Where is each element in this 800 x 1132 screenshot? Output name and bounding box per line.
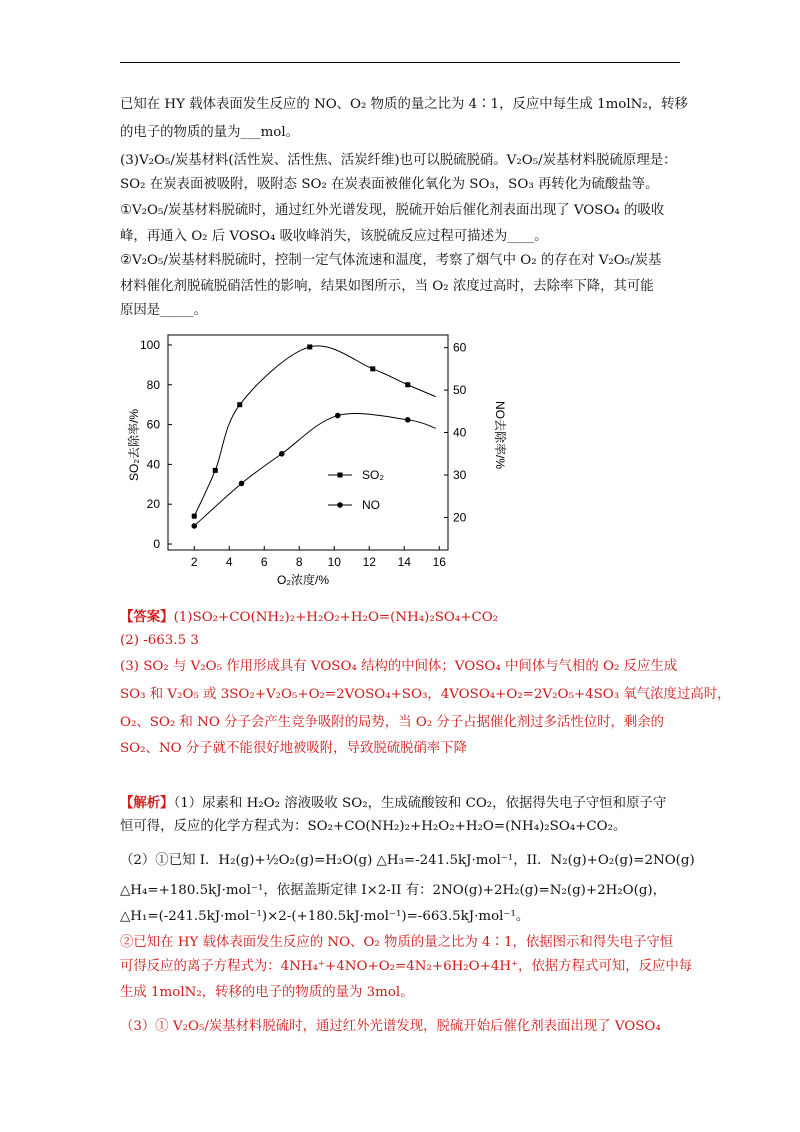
y-left-tick-label: 0 bbox=[153, 537, 160, 552]
y-left-tick-label: 80 bbox=[146, 377, 160, 392]
analysis-line: △H₁=(-241.5kJ·mol⁻¹)×2-(+180.5kJ·mol⁻¹)=-663.5kJ·mol⁻¹。 bbox=[120, 909, 530, 924]
question-line: 已知在 HY 载体表面发生反应的 NO、O₂ 物质的量之比为 4∶1，反应中每生成 1molN₂，转移 bbox=[120, 97, 688, 112]
answer-line: (2) -663.5 3 bbox=[120, 633, 199, 648]
y-left-tick-label: 100 bbox=[139, 337, 160, 352]
y-right-tick-label: 50 bbox=[453, 383, 467, 398]
analysis-line: ②已知在 HY 载体表面发生反应的 NO、O₂ 物质的量之比为 4∶1，依据图示和得失电子守恒 bbox=[120, 935, 674, 950]
legend-marker-square bbox=[338, 473, 343, 478]
legend-label: SO₂ bbox=[362, 468, 384, 482]
question-line: 峰，再通入 O₂ 后 VOSO₄ 吸收峰消失，该脱硫反应过程可描述为____。 bbox=[120, 229, 548, 244]
y-right-tick-label: 20 bbox=[453, 510, 467, 525]
answer-text: (1)SO₂+CO(NH₂)₂+H₂O₂+H₂O=(NH₄)₂SO₄+CO₂ bbox=[173, 610, 499, 625]
y-left-tick-label: 40 bbox=[146, 457, 160, 472]
so2-data-point bbox=[370, 366, 375, 371]
answer-line: SO₂、NO 分子就不能很好地被吸附，导致脱硫脱硝率下降 bbox=[120, 741, 468, 756]
removal-rate-chart bbox=[120, 330, 507, 595]
so2-data-point bbox=[237, 402, 242, 407]
analysis-text: （1）尿素和 H₂O₂ 溶液吸收 SO₂，生成硫酸铵和 CO₂，依据得失电子守恒和原子守 bbox=[173, 796, 667, 811]
y-axis-label-left: SO₂去除率/% bbox=[127, 408, 141, 482]
so2-data-point bbox=[213, 468, 218, 473]
no-data-point bbox=[335, 413, 341, 419]
no-data-point bbox=[239, 481, 245, 487]
y-left-tick-label: 60 bbox=[146, 417, 160, 432]
y-axis-label-right: NO去除率/% bbox=[493, 400, 507, 470]
x-tick-label: 2 bbox=[190, 555, 198, 569]
chart-legend bbox=[328, 468, 384, 512]
analysis-line: （2）①已知 I．H₂(g)+½O₂(g)=H₂O(g) △H₃=-241.5kJ·mol⁻¹，II．N₂(g)+O₂(g)=2NO(g) bbox=[120, 853, 695, 868]
question-line: 的电子的物质的量为___mol。 bbox=[120, 125, 300, 140]
no-data-point bbox=[405, 417, 411, 423]
question-line: ②V₂O₅/炭基材料脱硫时，控制一定气体流速和温度，考察了烟气中 O₂ 的存在对 V₂O₅/炭基 bbox=[120, 253, 662, 268]
series-line-right bbox=[194, 414, 436, 526]
x-tick-label: 16 bbox=[432, 555, 446, 569]
analysis-line: 恒可得，反应的化学方程式为：SO₂+CO(NH₂)₂+H₂O₂+H₂O=(NH₄)₂SO₄+CO₂。 bbox=[120, 819, 627, 834]
chart-series bbox=[191, 344, 435, 528]
x-axis-label: O₂浓度/% bbox=[277, 573, 329, 587]
no-data-point bbox=[191, 523, 197, 529]
analysis-line-1 bbox=[120, 794, 666, 813]
question-line: ①V₂O₅/炭基材料脱硫时，通过红外光谱发现，脱硫开始后催化剂表面出现了 VOSO₄ 的吸收 bbox=[120, 203, 665, 218]
x-tick-label: 14 bbox=[397, 555, 411, 569]
no-data-point bbox=[279, 451, 285, 457]
analysis-line: （3）① V₂O₅/炭基材料脱硫时，通过红外光谱发现，脱硫开始后催化剂表面出现了 VOSO₄ bbox=[120, 1019, 661, 1034]
y-left-tick-label: 20 bbox=[146, 497, 160, 512]
chart-ticks bbox=[140, 338, 467, 569]
x-tick-label: 6 bbox=[260, 555, 268, 569]
chart-axes bbox=[168, 335, 448, 550]
x-tick-label: 8 bbox=[295, 555, 303, 569]
y-right-tick-label: 40 bbox=[453, 425, 467, 440]
header-rule bbox=[120, 62, 680, 63]
analysis-label: 【解析】 bbox=[120, 795, 174, 811]
legend-label: NO bbox=[362, 498, 380, 512]
y-right-tick-label: 60 bbox=[453, 340, 467, 355]
question-line: SO₂ 在炭表面被吸附，吸附态 SO₂ 在炭表面被催化氧化为 SO₃，SO₃ 再转化为硫酸盐等。 bbox=[120, 177, 659, 192]
question-line: (3)V₂O₅/炭基材料(活性炭、活性焦、活炭纤维)也可以脱硫脱硝。V₂O₅/炭基材料脱硫原理是： bbox=[120, 153, 677, 168]
analysis-line: 生成 1molN₂，转移的电子的物质的量为 3mol。 bbox=[120, 985, 414, 1000]
analysis-line: 可得反应的离子方程式为：4NH₄⁺+4NO+O₂=4N₂+6H₂O+4H⁺，依据方程式可知，反应中每 bbox=[120, 959, 693, 974]
y-right-tick-label: 30 bbox=[453, 467, 467, 482]
answer-label: 【答案】 bbox=[120, 609, 174, 625]
so2-data-point bbox=[405, 382, 410, 387]
x-tick-label: 4 bbox=[225, 555, 233, 569]
series-line-left bbox=[194, 346, 436, 516]
so2-data-point bbox=[307, 344, 312, 349]
answer-line: (3) SO₂ 与 V₂O₅ 作用形成具有 VOSO₄ 结构的中间体；VOSO₄ 中间体与气相的 O₂ 反应生成 bbox=[120, 659, 678, 674]
analysis-line: △H₄=+180.5kJ·mol⁻¹，依据盖斯定律 I×2-II 有：2NO(g)+2H₂(g)=N₂(g)+2H₂O(g)， bbox=[120, 883, 667, 898]
answer-line-1 bbox=[120, 608, 498, 627]
plot-frame bbox=[168, 335, 448, 550]
question-line: 材料催化剂脱硫脱硝活性的影响，结果如图所示，当 O₂ 浓度过高时，去除率下降，其可能 bbox=[120, 279, 654, 294]
so2-data-point bbox=[192, 514, 197, 519]
x-tick-label: 10 bbox=[327, 555, 341, 569]
question-line: 原因是_____。 bbox=[120, 303, 208, 318]
answer-line: O₂、SO₂ 和 NO 分子会产生竞争吸附的局势，当 O₂ 分子占据催化剂过多活性位时，剩余的 bbox=[120, 715, 665, 730]
legend-marker-circle bbox=[337, 502, 343, 508]
answer-line: SO₃ 和 V₂O₅ 或 3SO₂+V₂O₅+O₂=2VOSO₄+SO₃，4VOSO₄+O₂=2V₂O₅+4SO₃ 氧气浓度过高时， bbox=[120, 687, 731, 702]
x-tick-label: 12 bbox=[362, 555, 376, 569]
